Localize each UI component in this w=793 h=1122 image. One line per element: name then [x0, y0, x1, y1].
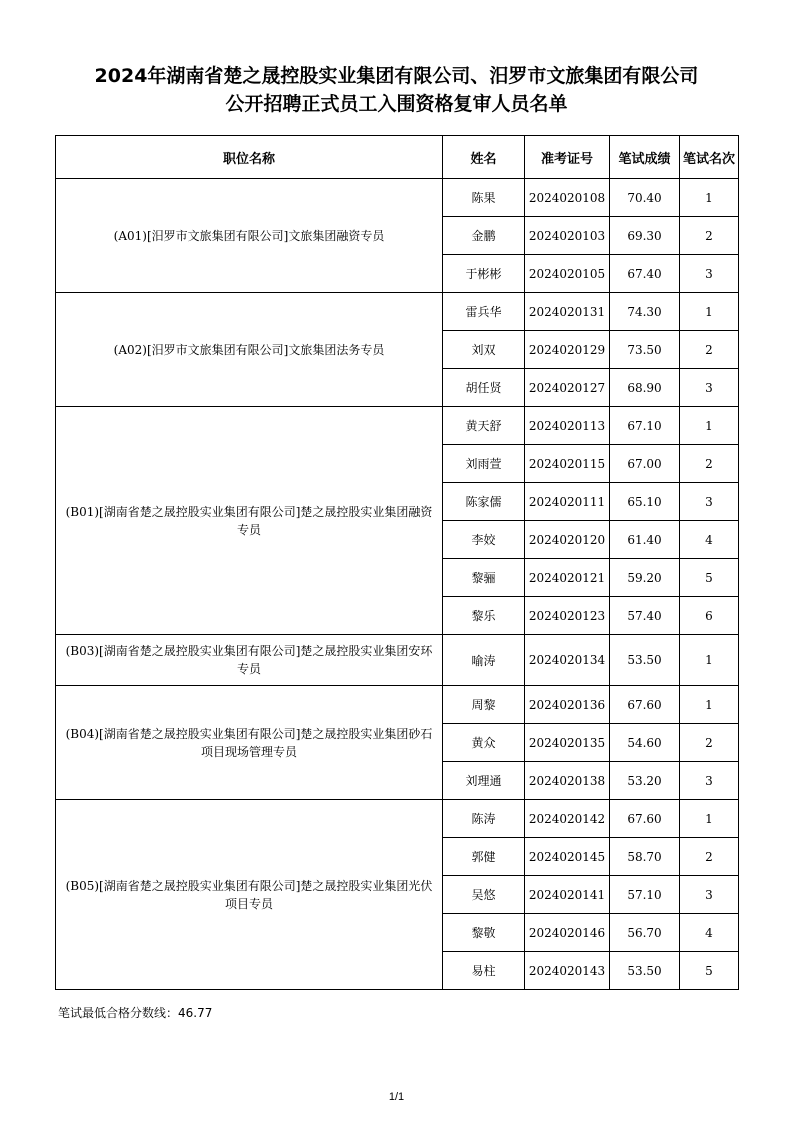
- score-cell: 67.60: [610, 686, 680, 724]
- table-header-row: [56, 136, 739, 179]
- position-cell: (A02)[汨罗市文旅集团有限公司]文旅集团法务专员: [56, 293, 443, 407]
- exam-id-cell: 2024020134: [525, 635, 610, 686]
- name-cell: 黎乐: [443, 597, 525, 635]
- exam-id-cell: 2024020121: [525, 559, 610, 597]
- exam-id-cell: 2024020146: [525, 914, 610, 952]
- table-row: [56, 179, 739, 217]
- name-cell: 黄天舒: [443, 407, 525, 445]
- name-cell: 胡任贤: [443, 369, 525, 407]
- exam-id-cell: 2024020115: [525, 445, 610, 483]
- rank-cell: 1: [680, 293, 739, 331]
- rank-cell: 2: [680, 724, 739, 762]
- table-row: [56, 635, 739, 686]
- table-row: [56, 686, 739, 724]
- name-cell: 周黎: [443, 686, 525, 724]
- exam-id-cell: 2024020113: [525, 407, 610, 445]
- exam-id-cell: 2024020141: [525, 876, 610, 914]
- name-cell: 陈果: [443, 179, 525, 217]
- score-cell: 67.10: [610, 407, 680, 445]
- exam-id-cell: 2024020108: [525, 179, 610, 217]
- header-score: 笔试成绩: [610, 136, 680, 179]
- score-cell: 56.70: [610, 914, 680, 952]
- position-cell: (B05)[湖南省楚之晟控股实业集团有限公司]楚之晟控股实业集团光伏项目专员: [56, 800, 443, 990]
- header-position: 职位名称: [56, 136, 443, 179]
- score-cell: 73.50: [610, 331, 680, 369]
- table-row: [56, 407, 739, 445]
- exam-id-cell: 2024020129: [525, 331, 610, 369]
- exam-id-cell: 2024020127: [525, 369, 610, 407]
- exam-id-cell: 2024020120: [525, 521, 610, 559]
- position-cell: (B03)[湖南省楚之晟控股实业集团有限公司]楚之晟控股实业集团安环专员: [56, 635, 443, 686]
- title-line-2: 公开招聘正式员工入围资格复审人员名单: [225, 93, 568, 115]
- name-cell: 黄众: [443, 724, 525, 762]
- title-line-1: 2024年湖南省楚之晟控股实业集团有限公司、汨罗市文旅集团有限公司: [94, 65, 699, 87]
- name-cell: 郭健: [443, 838, 525, 876]
- name-cell: 喻涛: [443, 635, 525, 686]
- rank-cell: 3: [680, 762, 739, 800]
- name-cell: 金鹏: [443, 217, 525, 255]
- table-row: [56, 800, 739, 838]
- name-cell: 陈家儒: [443, 483, 525, 521]
- score-cell: 53.50: [610, 952, 680, 990]
- score-cell: 59.20: [610, 559, 680, 597]
- rank-cell: 1: [680, 686, 739, 724]
- score-cell: 61.40: [610, 521, 680, 559]
- rank-cell: 5: [680, 559, 739, 597]
- score-cell: 65.10: [610, 483, 680, 521]
- rank-cell: 5: [680, 952, 739, 990]
- rank-cell: 1: [680, 179, 739, 217]
- exam-id-cell: 2024020138: [525, 762, 610, 800]
- rank-cell: 3: [680, 876, 739, 914]
- rank-cell: 2: [680, 445, 739, 483]
- passing-score-note: 笔试最低合格分数线：46.77: [58, 1006, 213, 1020]
- score-cell: 53.20: [610, 762, 680, 800]
- exam-id-cell: 2024020142: [525, 800, 610, 838]
- exam-id-cell: 2024020131: [525, 293, 610, 331]
- page-number: 1/1: [388, 1091, 405, 1103]
- rank-cell: 2: [680, 838, 739, 876]
- name-cell: 刘理通: [443, 762, 525, 800]
- name-cell: 于彬彬: [443, 255, 525, 293]
- score-cell: 69.30: [610, 217, 680, 255]
- exam-id-cell: 2024020103: [525, 217, 610, 255]
- rank-cell: 1: [680, 407, 739, 445]
- exam-id-cell: 2024020145: [525, 838, 610, 876]
- name-cell: 陈涛: [443, 800, 525, 838]
- position-cell: (B04)[湖南省楚之晟控股实业集团有限公司]楚之晟控股实业集团砂石项目现场管理专员: [56, 686, 443, 800]
- score-cell: 57.40: [610, 597, 680, 635]
- rank-cell: 4: [680, 914, 739, 952]
- rank-cell: 2: [680, 331, 739, 369]
- header-name: 姓名: [443, 136, 525, 179]
- rank-cell: 3: [680, 369, 739, 407]
- rank-cell: 3: [680, 483, 739, 521]
- rank-cell: 3: [680, 255, 739, 293]
- name-cell: 吴悠: [443, 876, 525, 914]
- score-cell: 57.10: [610, 876, 680, 914]
- rank-cell: 6: [680, 597, 739, 635]
- header-rank: 笔试名次: [680, 136, 739, 179]
- rank-cell: 1: [680, 800, 739, 838]
- score-cell: 54.60: [610, 724, 680, 762]
- name-cell: 刘雨萱: [443, 445, 525, 483]
- score-cell: 67.00: [610, 445, 680, 483]
- score-cell: 67.40: [610, 255, 680, 293]
- name-cell: 黎骊: [443, 559, 525, 597]
- name-cell: 易柱: [443, 952, 525, 990]
- position-cell: (A01)[汨罗市文旅集团有限公司]文旅集团融资专员: [56, 179, 443, 293]
- exam-id-cell: 2024020123: [525, 597, 610, 635]
- exam-id-cell: 2024020111: [525, 483, 610, 521]
- name-cell: 刘双: [443, 331, 525, 369]
- rank-cell: 2: [680, 217, 739, 255]
- name-cell: 李姣: [443, 521, 525, 559]
- rank-cell: 4: [680, 521, 739, 559]
- exam-id-cell: 2024020136: [525, 686, 610, 724]
- score-cell: 70.40: [610, 179, 680, 217]
- document-title: [0, 62, 793, 118]
- score-cell: 74.30: [610, 293, 680, 331]
- position-cell: (B01)[湖南省楚之晟控股实业集团有限公司]楚之晟控股实业集团融资专员: [56, 407, 443, 635]
- exam-id-cell: 2024020105: [525, 255, 610, 293]
- name-cell: 黎敬: [443, 914, 525, 952]
- table-row: [56, 293, 739, 331]
- score-cell: 53.50: [610, 635, 680, 686]
- header-exam-id: 准考证号: [525, 136, 610, 179]
- name-cell: 雷兵华: [443, 293, 525, 331]
- score-cell: 68.90: [610, 369, 680, 407]
- exam-id-cell: 2024020135: [525, 724, 610, 762]
- exam-id-cell: 2024020143: [525, 952, 610, 990]
- score-cell: 58.70: [610, 838, 680, 876]
- rank-cell: 1: [680, 635, 739, 686]
- candidate-table: [55, 135, 739, 990]
- score-cell: 67.60: [610, 800, 680, 838]
